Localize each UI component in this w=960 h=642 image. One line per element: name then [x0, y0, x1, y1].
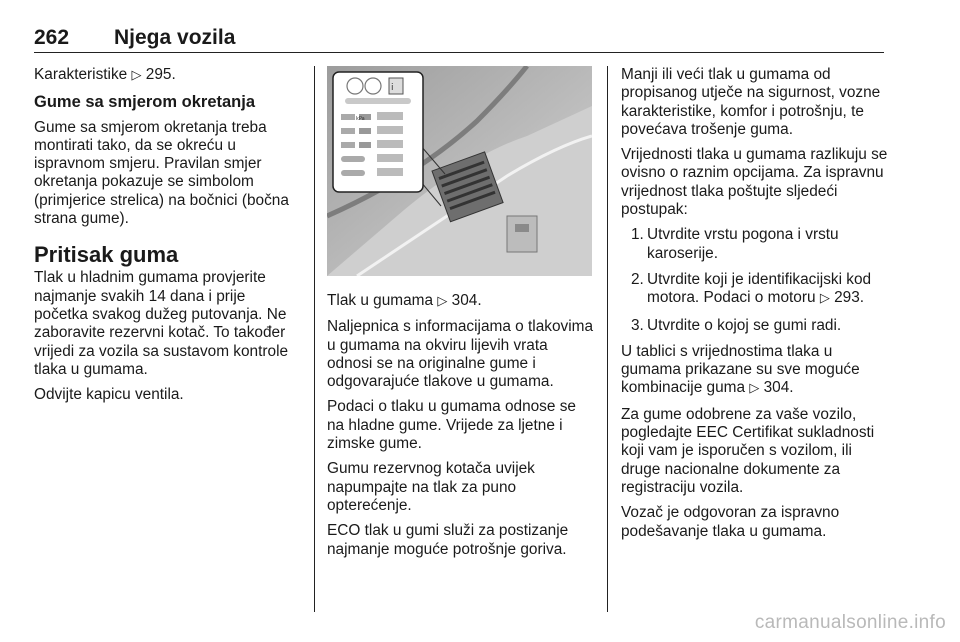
paragraph: Gumu rezervnog kotača uvijek napumpajte na tlak za puno opterećenje.: [327, 460, 535, 514]
cross-reference-paragraph: Karakteristike ▷ 295.: [34, 66, 176, 83]
paragraph: Vozač je odgovoran za ispravno podešavanje tlaka u gumama.: [621, 504, 840, 540]
list-item: 2. Utvrdite koji je identifikacijski kod motora. Podaci o motoru ▷ 293.: [631, 270, 872, 307]
tyre-pressure-label-illustration: [327, 66, 592, 276]
reference-arrow-icon: ▷: [819, 291, 830, 307]
page-link[interactable]: 304.: [763, 379, 794, 397]
column-left: [34, 66, 302, 411]
page-number: 262: [34, 26, 70, 49]
column-divider: [607, 66, 608, 612]
svg-text:i: i: [391, 83, 394, 93]
cross-reference-paragraph: U tablici s vrijednostima tlaka u gumama prikazane su sve moguće kombinacije guma ▷ 304.: [621, 342, 860, 397]
column-middle: [327, 292, 595, 566]
label-unit-text: kPa: [356, 116, 365, 122]
paragraph: Manji ili veći tlak u gumama od propisanog utječe na sigurnost, vozne karakteristike, komfor i potrošnju, te povećava trošenje guma.: [621, 66, 881, 138]
page-header: [34, 26, 884, 53]
page-link[interactable]: 295.: [145, 66, 176, 83]
paragraph: Za gume odobrene za vaše vozilo, pogledajte EEC Certifikat sukladnosti koji vam je isporučen s vozilom, ili druge nacionalne dokumente za registraciju vozila.: [621, 405, 875, 496]
procedure-steps-list: [621, 226, 889, 334]
reference-arrow-icon: ▷: [131, 68, 142, 83]
cross-reference-paragraph: Tlak u gumama ▷ 304.: [327, 292, 482, 309]
paragraph: Naljepnica s informacijama o tlakovima u gumama na okviru lijevih vrata odnosi se na originalne gume i odgovarajuće tlakove u gumama.: [327, 318, 594, 391]
list-item: 1. Utvrdite vrstu pogona i vrstu karoserije.: [631, 226, 839, 262]
paragraph: ECO tlak u gumi služi za postizanje najmanje moguće potrošnje goriva.: [327, 522, 569, 558]
column-right: [621, 66, 889, 548]
paragraph: Podaci o tlaku u gumama odnose se na hladne gume. Vrijede za ljetne i zimske gume.: [327, 398, 576, 453]
paragraph: Gume sa smjerom okretanja treba montirati tako, da se okreću u ispravnom smjeru. Pravilan smjer okretanja pokazuje se simbolom (primjerice strelica) na bočnici (bočna strana gume).: [34, 118, 289, 228]
watermark-text: carmanualsonline.info: [754, 612, 946, 633]
chapter-title: Njega vozila: [114, 26, 236, 49]
paragraph: Tlak u hladnim gumama provjerite najmanje svakih 14 dana i prije početka svakog dužeg putovanja. Ne zaboravite rezervni kotač. To također vrijedi za vozila sa sustavom kontrole tlaka u gumama.: [34, 269, 289, 378]
list-item: 3. Utvrdite o kojoj se gumi radi.: [631, 316, 842, 334]
paragraph: Odvijte kapicu ventila.: [34, 386, 184, 404]
paragraph: Vrijednosti tlaka u gumama razlikuju se ovisno o raznim opcijama. Za ispravnu vrijednost tlaka poštujte sljedeći postupak:: [621, 146, 888, 219]
reference-arrow-icon: ▷: [437, 294, 448, 309]
section-heading-tyre-pressure: Pritisak guma: [34, 242, 179, 268]
reference-arrow-icon: ▷: [749, 381, 760, 397]
column-divider: [314, 66, 315, 612]
page-link[interactable]: 293.: [834, 289, 865, 307]
page-link[interactable]: 304.: [451, 292, 482, 309]
section-heading-directional-tyres: Gume sa smjerom okretanja: [34, 93, 256, 112]
